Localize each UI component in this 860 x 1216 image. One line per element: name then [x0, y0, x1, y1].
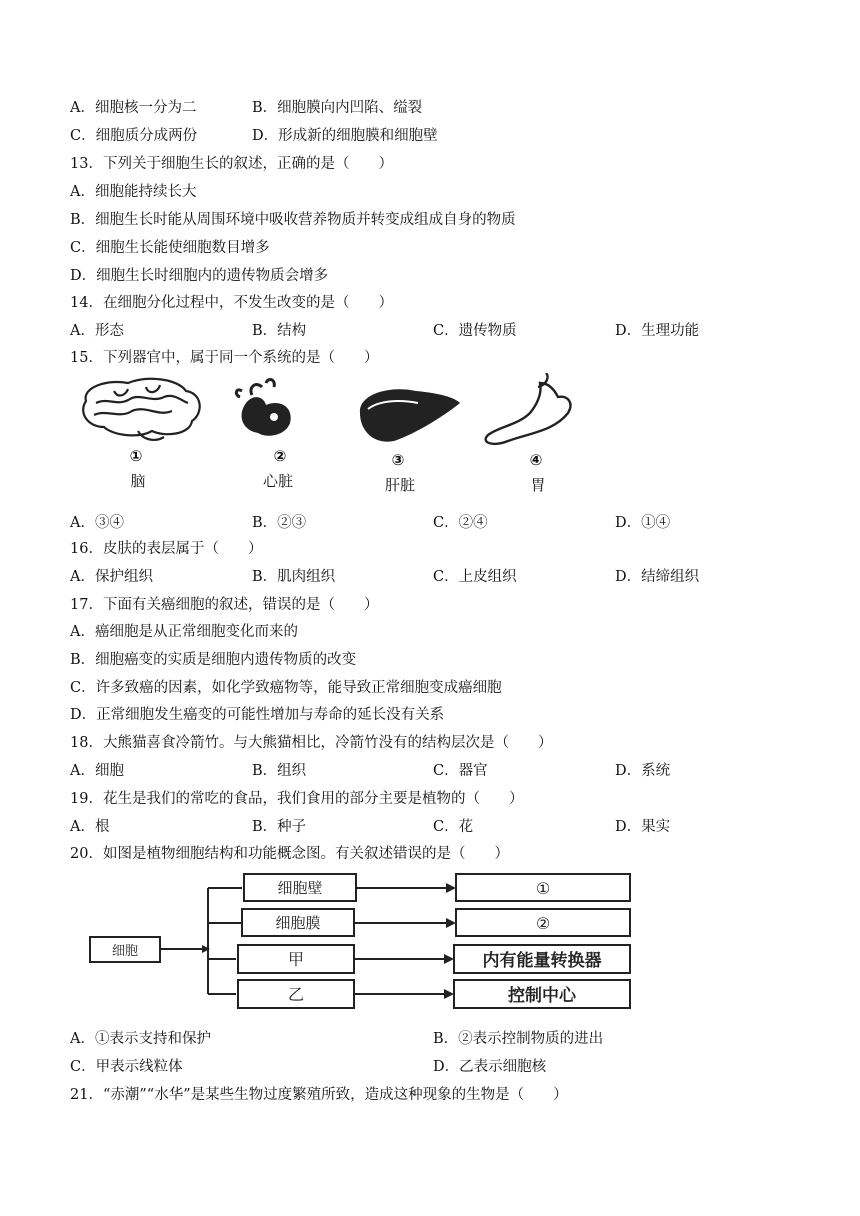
- q12-option-a: A．细胞核一分为二: [70, 100, 197, 116]
- q14-option-b: B．结构: [252, 323, 307, 339]
- q15-option-a: A．③④: [70, 515, 124, 531]
- q20-option-d: D．乙表示细胞核: [433, 1059, 547, 1075]
- q15-option-d: D．①④: [615, 515, 671, 531]
- q19-option-c: C．花: [433, 819, 474, 835]
- q13-option-b: B．细胞生长时能从周围环境中吸收营养物质并转变成组成自身的物质: [70, 212, 516, 228]
- arrow-head-1: [446, 883, 456, 893]
- q19-option-b: B．种子: [252, 819, 307, 835]
- q14-option-c: C．遗传物质: [433, 323, 517, 339]
- q18-option-d: D．系统: [615, 763, 671, 779]
- arrow-head-3: [444, 954, 454, 964]
- organ-illustration: [68, 373, 634, 503]
- q19-stem: 19．花生是我们的常吃的食品，我们食用的部分主要是植物的（ ）: [70, 791, 524, 807]
- q14-option-d: D．生理功能: [615, 323, 700, 339]
- q18-stem: 18．大熊猫喜食冷箭竹。与大熊猫相比，冷箭竹没有的结构层次是（ ）: [70, 735, 553, 751]
- root-label: 细胞: [111, 944, 139, 959]
- q15-option-c: C．②④: [433, 515, 488, 531]
- q17-option-c: C．许多致癌的因素，如化学致癌物等，能导致正常细胞变成癌细胞: [70, 680, 502, 696]
- result-label-3: 内有能量转换器: [482, 951, 602, 971]
- q16-option-a: A．保护组织: [70, 569, 153, 585]
- q16-option-b: B．肌肉组织: [252, 569, 336, 585]
- q20-option-c: C．甲表示线粒体: [70, 1059, 183, 1075]
- heart-drawing: [236, 380, 290, 436]
- branch-label-4: 乙: [287, 985, 305, 1004]
- q17-option-a: A．癌细胞是从正常细胞变化而来的: [70, 624, 298, 640]
- branch-label-3: 甲: [287, 950, 305, 969]
- branch-label-1: 细胞壁: [277, 879, 323, 897]
- q14-stem: 14．在细胞分化过程中，不发生改变的是（ ）: [70, 295, 393, 311]
- q20-stem: 20．如图是植物细胞结构和功能概念图。有关叙述错误的是（ ）: [70, 846, 509, 862]
- organ-num-3: ③: [391, 451, 405, 469]
- arrow-head-4: [444, 989, 454, 999]
- q17-option-d: D．正常细胞发生癌变的可能性增加与寿命的延长没有关系: [70, 707, 445, 723]
- q18-option-a: A．细胞: [70, 763, 124, 779]
- q16-stem: 16．皮肤的表层属于（ ）: [70, 541, 263, 557]
- q13-option-d: D．细胞生长时细胞内的遗传物质会增多: [70, 268, 329, 284]
- stomach-drawing: [486, 373, 571, 444]
- q12-option-b: B．细胞膜向内凹陷、缢裂: [252, 100, 423, 116]
- q15-option-b: B．②③: [252, 515, 307, 531]
- q19-option-a: A．根: [70, 819, 110, 835]
- result-label-2: ②: [535, 914, 551, 933]
- concept-map-svg: [84, 868, 640, 1020]
- organ-num-2: ②: [273, 447, 287, 465]
- organ-label-stomach: 胃: [530, 476, 546, 494]
- q13-stem: 13．下列关于细胞生长的叙述，正确的是（ ）: [70, 156, 393, 172]
- q13-option-c: C．细胞生长能使细胞数目增多: [70, 240, 270, 256]
- result-label-1: ①: [535, 879, 551, 898]
- result-label-4: 控制中心: [508, 986, 576, 1006]
- organ-labels: [130, 472, 545, 494]
- organ-label-brain: 脑: [130, 472, 146, 490]
- organ-num-4: ④: [529, 451, 543, 469]
- branch-label-2: 细胞膜: [275, 914, 321, 932]
- q21-stem: 21．“赤潮”“水华”是某些生物过度繁殖所致，造成这种现象的生物是（ ）: [70, 1087, 568, 1103]
- organ-numbers: [130, 447, 543, 469]
- q14-option-a: A．形态: [70, 323, 124, 339]
- q12-option-c: C．细胞质分成两份: [70, 128, 198, 144]
- q12-option-d: D．形成新的细胞膜和细胞壁: [252, 128, 438, 144]
- q18-option-b: B．组织: [252, 763, 307, 779]
- arrow-head-2: [446, 918, 456, 928]
- q17-stem: 17．下面有关癌细胞的叙述，错误的是（ ）: [70, 597, 379, 613]
- organ-label-liver: 肝脏: [384, 476, 416, 494]
- q15-stem: 15．下列器官中，属于同一个系统的是（ ）: [70, 350, 379, 366]
- brain-drawing: [83, 379, 200, 440]
- q17-option-b: B．细胞癌变的实质是细胞内遗传物质的改变: [70, 652, 357, 668]
- organ-label-heart: 心脏: [262, 472, 294, 490]
- q13-option-a: A．细胞能持续长大: [70, 184, 197, 200]
- q16-option-c: C．上皮组织: [433, 569, 517, 585]
- q20-option-a: A．①表示支持和保护: [70, 1031, 211, 1047]
- q19-option-d: D．果实: [615, 819, 671, 835]
- q20-option-b: B．②表示控制物质的进出: [433, 1031, 604, 1047]
- liver-drawing: [360, 389, 460, 441]
- organ-num-1: ①: [129, 447, 143, 465]
- q15-organ-figure: [68, 373, 634, 503]
- q20-concept-map: [84, 868, 640, 1020]
- q18-option-c: C．器官: [433, 763, 488, 779]
- q16-option-d: D．结缔组织: [615, 569, 700, 585]
